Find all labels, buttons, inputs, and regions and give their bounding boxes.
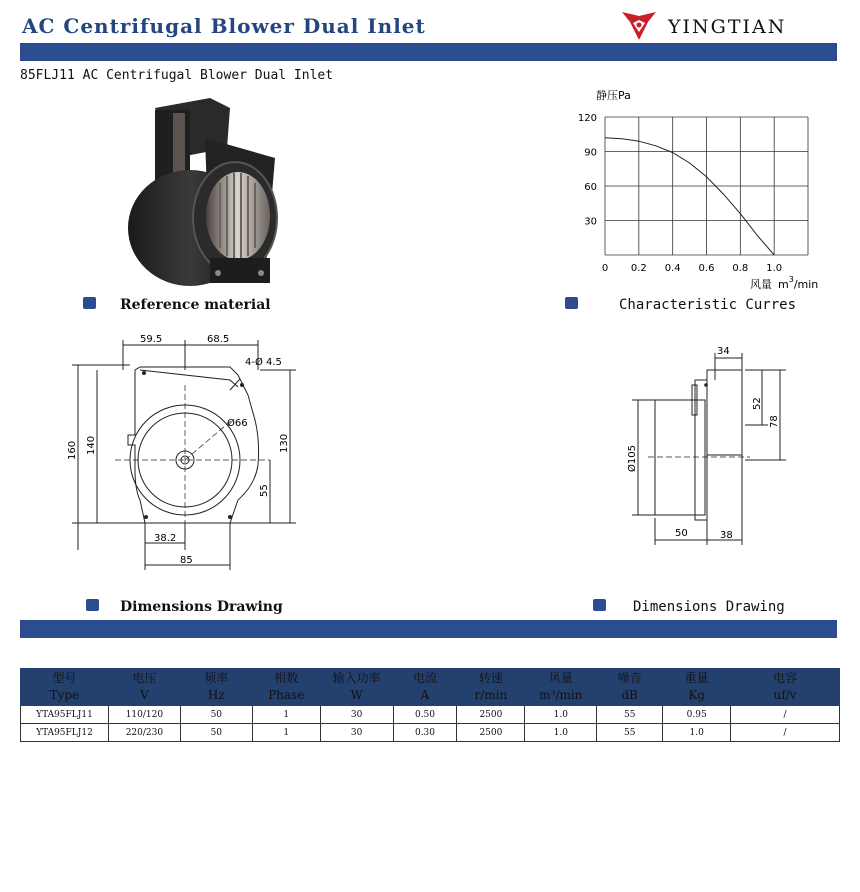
column-header	[525, 669, 597, 706]
dim-38: 38	[720, 530, 733, 541]
y-tick-label: 60	[584, 182, 597, 193]
bullet-square-icon	[565, 297, 578, 309]
header-divider-bar	[20, 43, 837, 61]
column-header-cn: 输入功率	[332, 671, 381, 685]
table-cell: 110/120	[108, 706, 180, 724]
dim-holes: 4-Ø 4.5	[245, 357, 282, 368]
dim-160: 160	[67, 440, 78, 460]
column-header-cn: 转速	[478, 671, 503, 685]
y-tick-label: 90	[584, 147, 597, 159]
column-header-en: A	[420, 688, 430, 702]
column-header-en: Type	[49, 688, 80, 702]
table-cell: 220/230	[108, 724, 180, 742]
dim-59-5: 59.5	[140, 334, 163, 345]
column-header	[21, 669, 109, 706]
x-tick-label: 1.0	[766, 263, 783, 274]
column-header	[597, 669, 663, 706]
table-cell: /	[731, 724, 840, 742]
table-cell: 1.0	[525, 724, 597, 742]
side-dimension-drawing	[620, 340, 790, 550]
column-header-cn: 电压	[132, 671, 157, 685]
column-header	[663, 669, 731, 706]
table-cell: 50	[180, 706, 252, 724]
column-header	[731, 669, 840, 706]
dim-50: 50	[675, 528, 688, 539]
dim-140: 140	[86, 435, 97, 455]
table-cell: 2500	[457, 706, 525, 724]
x-tick-label: 0.8	[732, 263, 749, 274]
spec-table-header	[21, 669, 840, 706]
brand	[620, 10, 790, 42]
table-cell: /	[731, 706, 840, 724]
column-header-en: dB	[621, 688, 638, 702]
table-cell: 1	[252, 706, 320, 724]
column-header-cn: 风量	[548, 671, 573, 685]
blower-photo	[115, 88, 285, 293]
bullet-square-icon	[86, 599, 99, 611]
page-title: AC Centrifugal Blower Dual Inlet	[22, 14, 426, 38]
section-divider-bar	[20, 620, 837, 638]
x-tick-label: 0.2	[630, 263, 647, 274]
dim-130: 130	[279, 433, 290, 453]
yingtian-logo-icon	[620, 10, 658, 42]
chart-ylabel: 静压Pa	[596, 89, 631, 102]
brand-name: YINGTIAN	[668, 16, 787, 38]
column-header-cn: 电容	[773, 671, 798, 685]
column-header-en: Phase	[268, 688, 305, 702]
table-cell: 1	[252, 724, 320, 742]
table-cell: 30	[320, 706, 393, 724]
column-header-en: V	[140, 688, 149, 702]
bullet-square-icon	[593, 599, 606, 611]
spec-table	[20, 668, 840, 742]
column-header	[108, 669, 180, 706]
table-cell: 55	[597, 706, 663, 724]
column-header	[320, 669, 393, 706]
y-tick-label: 120	[577, 113, 597, 124]
table-cell: 30	[320, 724, 393, 742]
dim-85: 85	[180, 555, 193, 566]
table-cell: 0.50	[393, 706, 457, 724]
table-cell: 1.0	[525, 706, 597, 724]
table-cell: 55	[597, 724, 663, 742]
column-header-en: Kg	[688, 688, 705, 702]
bullet-square-icon	[83, 297, 96, 309]
table-row	[21, 706, 840, 724]
pressure-curve	[605, 138, 774, 255]
x-tick-label: 0.4	[664, 263, 681, 274]
table-cell: YTA95FLJ12	[21, 724, 109, 742]
table-cell: 1.0	[663, 724, 731, 742]
chart-xlabel: 风量 $m^3/\min$	[750, 275, 819, 291]
column-header	[180, 669, 252, 706]
x-tick-label: 0.6	[698, 263, 715, 274]
dim-78: 78	[769, 415, 780, 428]
dim-38-2: 38.2	[154, 533, 177, 544]
column-header-cn: 噪音	[617, 671, 642, 685]
column-header-en: uf/v	[773, 688, 797, 702]
characteristic-chart	[570, 85, 830, 297]
column-header	[457, 669, 525, 706]
column-header-en: W	[350, 688, 363, 702]
x-tick-label: 0	[601, 263, 609, 274]
table-cell: YTA95FLJ11	[21, 706, 109, 724]
column-header	[393, 669, 457, 706]
dim-34: 34	[717, 346, 730, 357]
front-dimension-drawing	[60, 325, 310, 575]
column-header-en: Hz	[207, 688, 225, 702]
column-header-cn: 型号	[52, 671, 77, 685]
column-header-cn: 电流	[412, 671, 437, 685]
column-header-en: m³/min	[539, 688, 583, 702]
table-cell: 0.95	[663, 706, 731, 724]
y-tick-label: 30	[584, 216, 597, 228]
dim-68-5: 68.5	[207, 334, 230, 345]
table-row	[21, 724, 840, 742]
dim-dia-105: Ø105	[627, 445, 638, 472]
column-header	[252, 669, 320, 706]
table-cell: 0.30	[393, 724, 457, 742]
dim-55: 55	[259, 484, 270, 497]
model-title: 85FLJ11 AC Centrifugal Blower Dual Inlet	[20, 68, 334, 83]
column-header-cn: 频率	[204, 671, 229, 685]
dim-52: 52	[752, 397, 763, 410]
table-cell: 50	[180, 724, 252, 742]
column-header-en: r/min	[474, 688, 508, 702]
column-header-cn: 相数	[274, 671, 299, 685]
column-header-cn: 重量	[684, 671, 709, 685]
table-cell: 2500	[457, 724, 525, 742]
dim-dia-66: Ø66	[227, 418, 248, 429]
